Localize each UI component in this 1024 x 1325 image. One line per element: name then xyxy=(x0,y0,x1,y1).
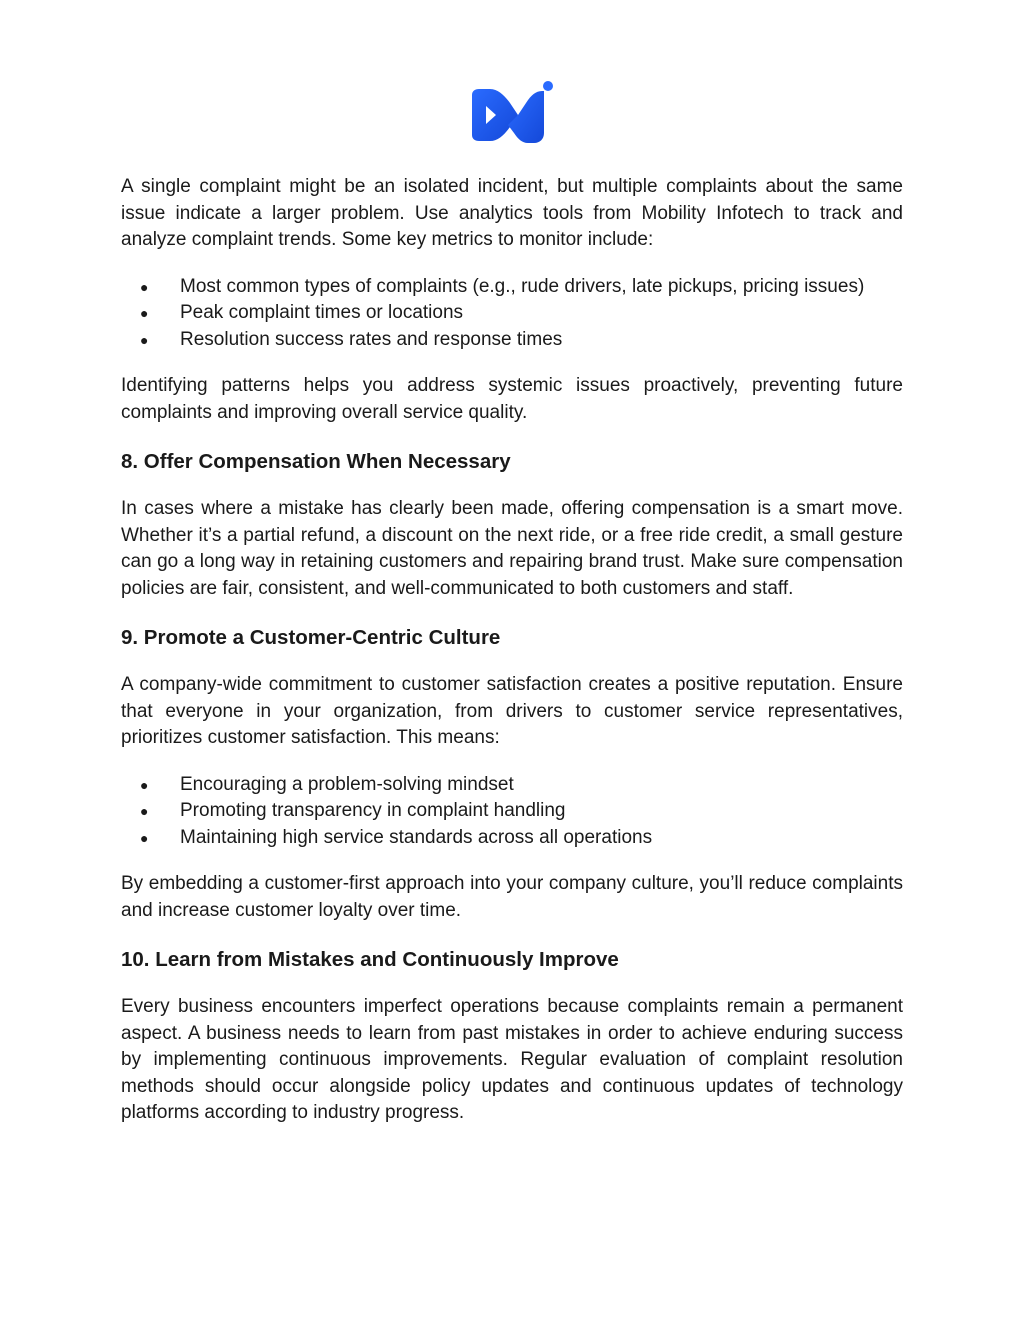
metrics-list xyxy=(121,274,903,354)
bullet-icon: ● xyxy=(140,776,149,793)
list-item: ● Encouraging a problem-solving mindset xyxy=(121,772,903,799)
logo-icon xyxy=(468,81,556,149)
section-8-heading: 8. Offer Compensation When Necessary xyxy=(121,450,511,473)
section-9-heading: 9. Promote a Customer-Centric Culture xyxy=(121,626,501,649)
section-9-paragraph: A company-wide commitment to customer satisfaction creates a positive reputation. Ensure that everyone in your organization, from drivers to customer service representatives, prioritizes customer satisfaction. This means: xyxy=(121,674,903,748)
culture-list xyxy=(121,772,903,852)
section-8-paragraph: In cases where a mistake has clearly been made, offering compensation is a smart move. Whether it’s a partial refund, a discount on the next ride, or a free ride credit, a small gesture can go a long way in retaining customers and repairing brand trust. Make sure compensation policies are fair, consistent, and well-communicated to both customers and staff. xyxy=(121,498,903,599)
list-item: ● Resolution success rates and response times xyxy=(121,327,903,354)
list-item: ● Peak complaint times or locations xyxy=(121,300,903,327)
section-10-paragraph: Every business encounters imperfect operations because complaints remain a permanent aspect. A business needs to learn from past mistakes in order to achieve enduring success by implementing continuous improvements. Regular evaluation of complaint resolution methods should occur alongside policy updates and continuous updates of technology platforms according to industry progress. xyxy=(121,996,903,1123)
bullet-icon: ● xyxy=(140,331,149,348)
intro-paragraph: A single complaint might be an isolated incident, but multiple complaints about the same issue indicate a larger problem. Use analytics tools from Mobility Infotech to track and analyze complaint trends. Some key metrics to monitor include: xyxy=(121,176,903,250)
bullet-icon: ● xyxy=(140,829,149,846)
document-body xyxy=(121,174,903,1127)
bullet-icon: ● xyxy=(140,803,149,819)
list-item: ● Most common types of complaints (e.g., rude drivers, late pickups, pricing issues) xyxy=(121,274,903,301)
bullet-icon: ● xyxy=(140,305,149,321)
mobility-infotech-logo xyxy=(468,81,556,149)
section-9-closing-paragraph: By embedding a customer-first approach into your company culture, you’ll reduce complaints and increase customer loyalty over time. xyxy=(121,873,903,921)
bullet-icon: ● xyxy=(140,278,149,295)
list-item: ● Promoting transparency in complaint handling xyxy=(121,798,903,825)
intro-closing-paragraph: Identifying patterns helps you address systemic issues proactively, preventing future complaints and improving overall service quality. xyxy=(121,375,903,423)
section-10-heading: 10. Learn from Mistakes and Continuously Improve xyxy=(121,948,619,971)
list-item: ● Maintaining high service standards across all operations xyxy=(121,825,903,852)
